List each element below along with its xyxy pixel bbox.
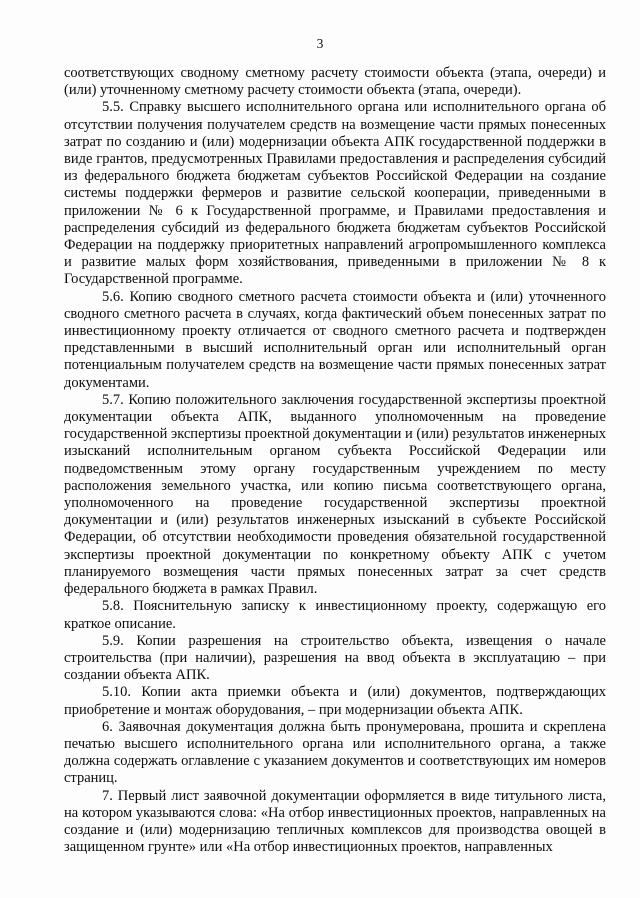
page-number: 3 bbox=[316, 36, 324, 51]
paragraph-5-7: 5.7. Копию положительного заключения государственной экспертизы проектной документации объекта АПК, выданного уполномоченным на проведение государственной экспертизы проектной документации и (или) результатов инженерных изысканий исполнительным органом субъекта Российской Федерации или подведомственным этому органу государственным учреждением по месту расположения земельного участка, или копию письма соответствующего органа, уполномоченного на проведение государственной экспертизы проектной документации и (или) результатов инженерных изысканий в субъекте Российской Федерации, об отсутствии необходимости проведения обязательной государственной экспертизы проектной документации по конкретному объекту АПК с учетом планируемого возмещения части прямых понесенных затрат за счет средств федерального бюджета в рамках Правил. bbox=[64, 391, 607, 598]
document-body bbox=[64, 65, 606, 856]
paragraph-continuation: соответствующих сводному сметному расчету стоимости объекта (этапа, очереди) и (или) уточненному сметному расчету стоимости объекта (этапа, очереди). bbox=[64, 65, 606, 99]
paragraph-5-9: 5.9. Копии разрешения на строительство объекта, извещения о начале строительства (при наличии), разрешения на ввод объекта в эксплуатацию – при создании объекта АПК. bbox=[64, 632, 606, 684]
paragraph-5-6: 5.6. Копию сводного сметного расчета стоимости объекта и (или) уточненного сводного сметного расчета в случаях, когда фактический объем понесенных затрат по инвестиционному проекту отличается от сводного сметного расчета и подтвержден представленными в высший исполнительный орган или исполнительный орган потенциальным получателем средств на возмещение части прямых понесенных затрат документами. bbox=[64, 288, 606, 391]
paragraph-5-5: 5.5. Справку высшего исполнительного органа или исполнительного органа об отсутствии получения получателем средств на возмещение части прямых понесенных затрат по созданию и (или) модернизации объекта АПК государственной поддержки в виде грантов, предусмотренных Правилами предоставления и распределения субсидий из федерального бюджета бюджетам субъектов Российской Федерации на создание системы поддержки фермеров и развитие сельской кооперации, приведенными в приложении № 6 к Государственной программе, и Правилами предоставления и распределения субсидий из федерального бюджета бюджетам субъектов Российской Федерации на поддержку приоритетных направлений агропромышленного комплекса и развитие малых форм хозяйствования, приведенными в приложении № 8 к Государственной программе. bbox=[64, 99, 606, 288]
paragraph-7: 7. Первый лист заявочной документации оформляется в виде титульного листа, на котором указываются слова: «На отбор инвестиционных проектов, направленных на создание и (или) модернизацию тепличных комплексов для производства овощей в защищенном грунте» или «На отбор инвестиционных проектов, направленных bbox=[64, 787, 606, 856]
paragraph-6: 6. Заявочная документация должна быть пронумерована, прошита и скреплена печатью высшего исполнительного органа или исполнительного органа, а также должна содержать оглавление с указанием документов и соответствующих им номеров страниц. bbox=[64, 718, 606, 787]
paragraph-5-8: 5.8. Пояснительную записку к инвестиционному проекту, содержащую его краткое описание. bbox=[64, 598, 606, 632]
paragraph-5-10: 5.10. Копии акта приемки объекта и (или) документов, подтверждающих приобретение и монтаж оборудования, – при модернизации объекта АПК. bbox=[64, 684, 606, 718]
